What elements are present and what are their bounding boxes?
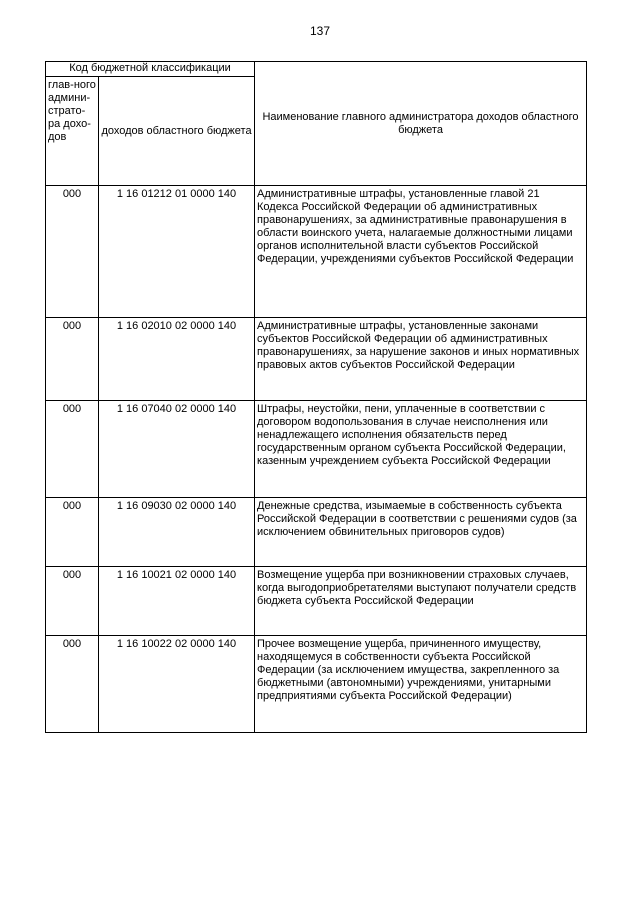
- revenue-code-cell: 1 16 09030 02 0000 140: [99, 498, 255, 567]
- table-header-row: [46, 62, 587, 77]
- revenue-name-cell: Денежные средства, изымаемые в собственность субъекта Российской Федерации в соответствии с решениями судов (за исключением обвинительных приговоров судов): [255, 498, 587, 567]
- revenue-code-cell: 1 16 10022 02 0000 140: [99, 636, 255, 733]
- revenue-name-cell: Административные штрафы, установленные законами субъектов Российской Федерации об административных правонарушениях, за нарушение законов и иных нормативных правовых актов субъектов Российской Федерации: [255, 318, 587, 401]
- revenue-name-cell: Административные штрафы, установленные главой 21 Кодекса Российской Федерации об административных правонарушениях, за административные правонарушения в области воинского учета, налагаемые должностными лицами органов исполнительной власти субъектов Российской Федерации, учреждениями субъектов Российской Федерации: [255, 186, 587, 318]
- admin-code-cell: 000: [46, 401, 99, 498]
- page-number: 137: [309, 24, 331, 38]
- header-administrator-name: Наименование главного администратора доходов областного бюджета: [255, 62, 587, 186]
- revenue-name-cell: Прочее возмещение ущерба, причиненного имуществу, находящемуся в собственности субъекта Российской Федерации (за исключением имущества, закрепленного за бюджетными (автономными) учреждениями, унитарными предприятиями субъекта Российской Федерации): [255, 636, 587, 733]
- revenue-name-cell: Возмещение ущерба при возникновении страховых случаев, когда выгодоприобретателями выступают получатели средств бюджета субъекта Российской Федерации: [255, 567, 587, 636]
- table-row: [46, 186, 587, 318]
- admin-code-cell: 000: [46, 567, 99, 636]
- admin-code-cell: 000: [46, 498, 99, 567]
- table-row: [46, 567, 587, 636]
- revenue-code-cell: 1 16 07040 02 0000 140: [99, 401, 255, 498]
- header-revenue-code: доходов областного бюджета: [99, 77, 255, 186]
- admin-code-cell: 000: [46, 186, 99, 318]
- header-admin-code: глав-ного админи-страто-ра дохо-дов: [46, 77, 99, 186]
- admin-code-cell: 000: [46, 318, 99, 401]
- header-classification-code: Код бюджетной классификации: [46, 62, 255, 77]
- revenue-code-cell: 1 16 02010 02 0000 140: [99, 318, 255, 401]
- table-row: [46, 318, 587, 401]
- admin-code-cell: 000: [46, 636, 99, 733]
- revenue-code-cell: 1 16 10021 02 0000 140: [99, 567, 255, 636]
- budget-classification-table: [45, 61, 587, 733]
- revenue-code-cell: 1 16 01212 01 0000 140: [99, 186, 255, 318]
- table-row: [46, 401, 587, 498]
- table-row: [46, 636, 587, 733]
- revenue-name-cell: Штрафы, неустойки, пени, уплаченные в соответствии с договором водопользования в случае неисполнения или ненадлежащего исполнения обязательств перед государственным органом субъекта Российской Федерации, казенным учреждением субъекта Российской Федерации: [255, 401, 587, 498]
- table-row: [46, 498, 587, 567]
